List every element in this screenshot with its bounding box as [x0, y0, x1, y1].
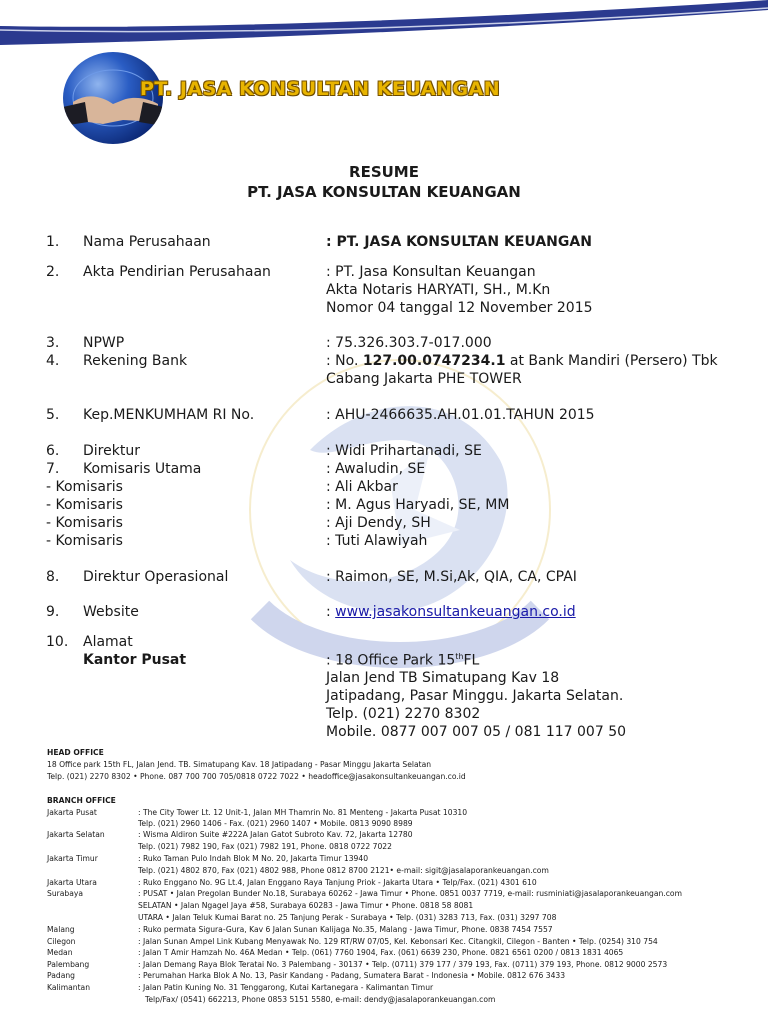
komisaris-label: - Komisaris: [46, 515, 123, 531]
item-number: 2.: [46, 264, 60, 280]
branch-office-title: BRANCH OFFICE: [47, 796, 116, 805]
website-value: [326, 604, 576, 620]
item-label: Alamat: [83, 634, 133, 650]
branch-city: Palembang: [47, 960, 90, 969]
branch-address: : Jalan Patin Kuning No. 31 Tenggarong, Kutai Kartanegara - Kalimantan Timur: [138, 983, 434, 992]
item-number: 4.: [46, 353, 60, 369]
komisaris-value: : Aji Dendy, SH: [326, 515, 431, 531]
branch-address: : Ruko Enggano No. 9G Lt.4, Jalan Enggano Raya Tanjung Priok - Jakarta Utara • Telp/Fax. (021) 4301 610: [138, 878, 537, 887]
branch-city: Jakarta Timur: [47, 854, 98, 863]
bank-account-value: [326, 353, 718, 369]
item-label: Website: [83, 604, 139, 620]
item-label: Rekening Bank: [83, 353, 188, 369]
item-value: : Awaludin, SE: [326, 461, 426, 477]
branch-city: Surabaya: [47, 889, 84, 898]
item-number: 1.: [46, 234, 60, 250]
item-value: : Raimon, SE, M.Si,Ak, QIA, CA, CPAI: [326, 569, 577, 585]
item-label: Nama Perusahaan: [83, 234, 211, 250]
item-value: : PT. Jasa Konsultan Keuangan: [326, 264, 536, 280]
komisaris-value: : Tuti Alawiyah: [326, 533, 428, 549]
item-label: NPWP: [83, 335, 125, 351]
komisaris-value: : M. Agus Haryadi, SE, MM: [326, 497, 510, 513]
item-label: Komisaris Utama: [83, 461, 202, 477]
address-mobile: Mobile. 0877 007 007 05 / 081 117 007 50: [326, 724, 627, 740]
item-value: Akta Notaris HARYATI, SH., M.Kn: [326, 282, 551, 298]
item-number: 8.: [46, 569, 60, 585]
item-number: 10.: [46, 634, 69, 650]
item-number: 9.: [46, 604, 60, 620]
branch-city: Jakarta Utara: [47, 878, 97, 887]
branch-address: : Perumahan Harka Blok A No. 13, Pasir Kandang - Padang, Sumatera Barat - Indonesia • Mobile. 0812 676 3433: [138, 971, 566, 980]
branch-city: Jakarta Pusat: [47, 808, 97, 817]
branch-city: Jakarta Selatan: [47, 830, 105, 839]
company-logo-text: PT. JASA KONSULTAN KEUANGAN: [140, 78, 501, 100]
item-value: : 75.326.303.7-017.000: [326, 335, 492, 351]
bank-name: at Bank Mandiri (Persero) Tbk: [505, 353, 718, 369]
komisaris-label: - Komisaris: [46, 497, 123, 513]
branch-contact: Telp. (021) 4802 870, Fax (021) 4802 988, Phone 0812 8700 2121• e-mail: sigit@jasalaporankeuangan.com: [138, 866, 549, 875]
item-value: Nomor 04 tanggal 12 November 2015: [326, 300, 593, 316]
branch-city: Padang: [47, 971, 75, 980]
branch-address: : PUSAT • Jalan Pregolan Bunder No.18, Surabaya 60262 - Jawa Timur • Phone. 0851 0037 7719, e-mail: rusminiati@jasalaporankeuangan.com: [138, 889, 682, 898]
branch-contact: Telp. (021) 7982 190, Fax (021) 7982 191, Phone. 0818 0722 7022: [138, 842, 392, 851]
komisaris-label: - Komisaris: [46, 533, 123, 549]
item-value: : AHU-2466635.AH.01.01.TAHUN 2015: [326, 407, 595, 423]
branch-address: : Jalan Demang Raya Blok Teratai No. 3 Palembang - 30137 • Telp. (0711) 379 177 / 379 193, Fax. (0711) 379 193, Phone. 0812 9000 2573: [138, 960, 668, 969]
item-value: : PT. JASA KONSULTAN KEUANGAN: [326, 234, 592, 250]
branch-address: : Jalan T Amir Hamzah No. 46A Medan • Telp. (061) 7760 1904, Fax. (061) 6639 230, Phone. 0821 6561 0200 / 0813 1831 4065: [138, 948, 624, 957]
branch-contact: Telp/Fax/ (0541) 662213, Phone 0853 5151 5580, e-mail: dendy@jasalaporankeuangan.com: [145, 995, 496, 1004]
branch-address: UTARA • Jalan Teluk Kumai Barat no. 25 Tanjung Perak - Surabaya • Telp. (031) 3283 713, Fax. (031) 3297 708: [138, 913, 557, 922]
item-sublabel: Kantor Pusat: [83, 652, 187, 668]
address-line: Jalan Jend TB Simatupang Kav 18: [326, 670, 560, 686]
document-subtitle: PT. JASA KONSULTAN KEUANGAN: [247, 183, 521, 201]
item-value: Cabang Jakarta PHE TOWER: [326, 371, 522, 387]
branch-city: Medan: [47, 948, 73, 957]
branch-contact: Telp. (021) 2960 1406 - Fax. (021) 2960 1407 • Mobile. 0813 9090 8989: [138, 819, 413, 828]
branch-address: SELATAN • Jalan Ngagel Jaya #58, Surabaya 60283 - Jawa Timur • Phone. 0818 58 8081: [138, 901, 474, 910]
head-office-address: 18 Office park 15th FL, Jalan Jend. TB. Simatupang Kav. 18 Jatipadang - Pasar Minggu Jakarta Selatan: [47, 760, 432, 769]
item-number: 7.: [46, 461, 60, 477]
item-number: 5.: [46, 407, 60, 423]
website-link[interactable]: www.jasakonsultankeuangan.co.id: [335, 604, 576, 620]
branch-address: : The City Tower Lt. 12 Unit-1, Jalan MH Thamrin No. 81 Menteng - Jakarta Pusat 10310: [138, 808, 468, 817]
address-sup: th: [455, 652, 464, 661]
header-swoosh: [0, 0, 768, 60]
branch-address: : Ruko permata Sigura-Gura, Kav 6 Jalan Sunan Kalijaga No.35, Malang - Jawa Timur, Phone. 0838 7454 7557: [138, 925, 553, 934]
branch-address: : Wisma Aldiron Suite #222A Jalan Gatot Subroto Kav. 72, Jakarta 12780: [138, 830, 413, 839]
komisaris-value: : Ali Akbar: [326, 479, 398, 495]
branch-address: : Ruko Taman Pulo Indah Blok M No. 20, Jakarta Timur 13940: [138, 854, 369, 863]
komisaris-label: - Komisaris: [46, 479, 123, 495]
address-office: : 18 Office Park 15: [326, 652, 456, 669]
website-colon: :: [326, 604, 336, 620]
bank-account-number: 127.00.0747234.1: [362, 353, 506, 369]
branch-city: Cilegon: [47, 937, 76, 946]
address-phone: Telp. (021) 2270 8302: [326, 706, 481, 722]
item-number: 6.: [46, 443, 60, 459]
head-office-title: HEAD OFFICE: [47, 748, 104, 757]
address-floor: FL: [463, 652, 480, 669]
bank-prefix: : No.: [326, 353, 363, 369]
document-title: RESUME: [349, 163, 419, 181]
item-label: Direktur Operasional: [83, 569, 229, 585]
branch-city: Malang: [47, 925, 75, 934]
item-value: : Widi Prihartanadi, SE: [326, 443, 482, 459]
item-number: 3.: [46, 335, 60, 351]
branch-city: Kalimantan: [47, 983, 91, 992]
head-office-contact: Telp. (021) 2270 8302 • Phone. 087 700 700 705/0818 0722 7022 • headoffice@jasakonsultankeuangan.co.id: [47, 772, 466, 781]
item-label: Akta Pendirian Perusahaan: [83, 264, 271, 280]
address-line: Jatipadang, Pasar Minggu. Jakarta Selatan.: [326, 688, 624, 704]
item-label: Direktur: [83, 443, 140, 459]
address-line: [326, 652, 479, 669]
branch-address: : Jalan Sunan Ampel Link Kubang Menyawak No. 129 RT/RW 07/05, Kel. Kebonsari Kec. Citangkil, Cilegon - Banten • Telp. (0254) 310 754: [138, 937, 658, 946]
item-label: Kep.MENKUMHAM RI No.: [83, 407, 255, 423]
